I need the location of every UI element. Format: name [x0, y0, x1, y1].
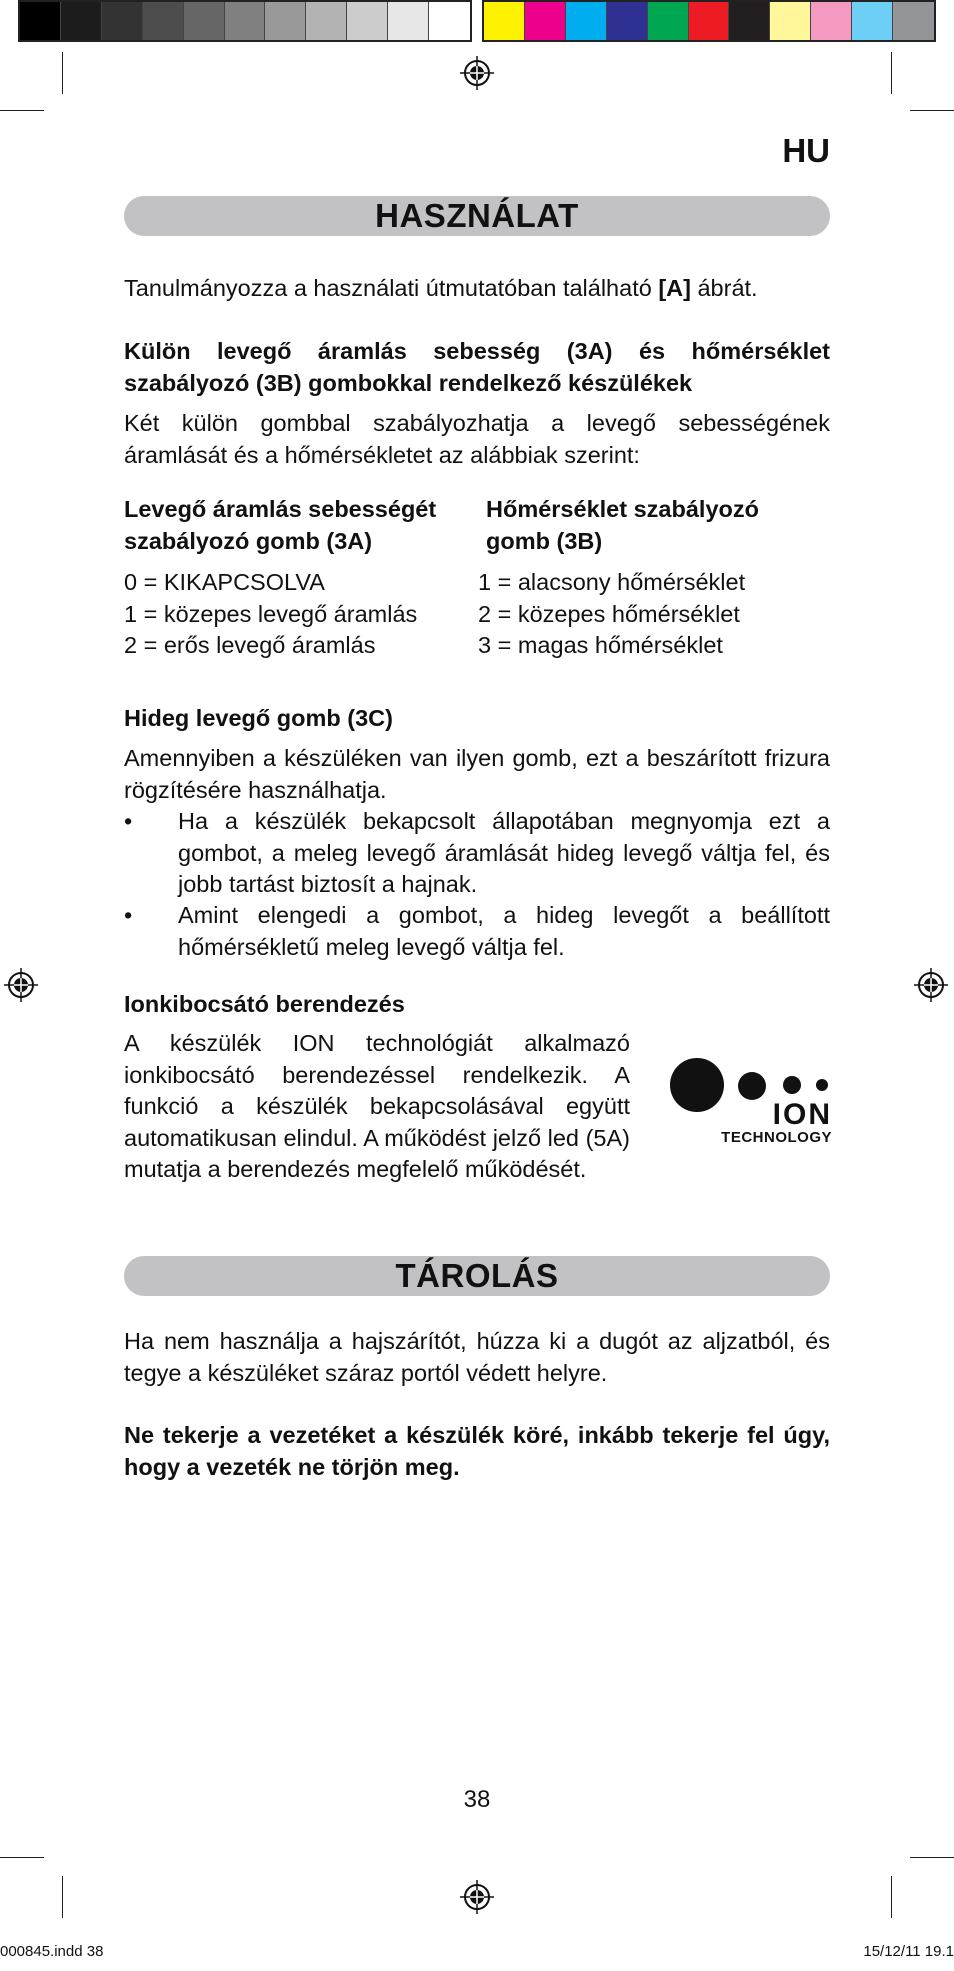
- crop-mark: [62, 52, 63, 94]
- grayscale-calibration-bar: [18, 0, 472, 42]
- speed-setting: 2 = erős levegő áramlás: [124, 632, 376, 658]
- speed-settings-list: [124, 567, 484, 662]
- color-swatch: [61, 2, 102, 40]
- speed-control-heading: Levegő áramlás sebességét szabályozó gomb (3A): [124, 496, 437, 554]
- temp-setting: 1 = alacsony hőmérséklet: [478, 569, 746, 595]
- registration-mark-icon: [460, 56, 494, 90]
- storage-body: Ha nem használja a hajszárítót, húzza ki a dugót az aljzatból, és tegye a készüléket száraz portól védett helyre.: [124, 1328, 830, 1386]
- dual-controls-body: Két külön gombbal szabályozhatja a levegő sebességének áramlását és a hőmérsékletet az alábbiak szerint:: [124, 410, 830, 468]
- color-swatch: [143, 2, 184, 40]
- speed-setting: 1 = közepes levegő áramlás: [124, 600, 418, 627]
- crop-mark: [0, 1857, 44, 1858]
- usage-intro: Tanulmányozza a használati útmutatóban található [A] ábrát.: [124, 275, 758, 301]
- color-swatch: [607, 2, 648, 40]
- color-swatch: [770, 2, 811, 40]
- color-swatch: [525, 2, 566, 40]
- temp-settings-list: [478, 567, 828, 662]
- color-swatch: [893, 2, 934, 40]
- color-swatch: [689, 2, 730, 40]
- cold-air-body: Amennyiben a készüléken van ilyen gomb, ezt a beszárított frizura rögzítésére használhatja.: [124, 745, 830, 803]
- cold-air-heading: Hideg levegő gomb (3C): [124, 705, 393, 731]
- color-swatch: [811, 2, 852, 40]
- color-swatch: [429, 2, 470, 40]
- ion-logo-wordmark: ION: [772, 1098, 832, 1131]
- temp-control-heading: Hőmérséklet szabályozó gomb (3B): [486, 496, 759, 554]
- ion-technology-logo: [668, 1056, 832, 1146]
- date-slug: 15/12/11 19.1: [863, 1943, 954, 1960]
- bullet-icon: •: [124, 902, 133, 928]
- color-swatch: [729, 2, 770, 40]
- speed-setting: 0 = KIKAPCSOLVA: [124, 569, 325, 595]
- crop-mark: [910, 110, 954, 111]
- crop-mark: [910, 1857, 954, 1858]
- color-swatch: [102, 2, 143, 40]
- color-swatch: [852, 2, 893, 40]
- ion-body: A készülék ION technológiát alkalmazó ionkibocsátó berendezéssel rendelkezik. A funkció a készülék bekapcsolásával együtt automatikusan elindul. A működést jelző led (5A) mutatja a berendezés megfelelő működését.: [124, 1030, 630, 1182]
- crop-mark: [0, 110, 44, 111]
- ion-heading: Ionkibocsátó berendezés: [124, 991, 405, 1017]
- color-swatch: [225, 2, 266, 40]
- color-swatch: [484, 2, 525, 40]
- color-swatch: [265, 2, 306, 40]
- ion-logo-subtitle: TECHNOLOGY: [721, 1129, 832, 1146]
- dual-controls-heading: Külön levegő áramlás sebesség (3A) és hőmérséklet szabályozó (3B) gombokkal rendelkező készülékek: [124, 338, 830, 396]
- temp-setting: 3 = magas hőmérséklet: [478, 632, 723, 658]
- color-swatch: [20, 2, 61, 40]
- color-swatch: [388, 2, 429, 40]
- color-swatch: [347, 2, 388, 40]
- color-swatch: [648, 2, 689, 40]
- registration-mark-icon: [914, 968, 948, 1002]
- file-slug: 000845.indd 38: [0, 1943, 104, 1960]
- crop-mark: [62, 1876, 63, 1918]
- color-swatch: [184, 2, 225, 40]
- registration-mark-icon: [4, 968, 38, 1002]
- language-code: HU: [782, 132, 830, 169]
- page-number: 38: [463, 1786, 491, 1813]
- usage-section-title: HASZNÁLAT: [124, 196, 830, 236]
- color-calibration-bar: [482, 0, 936, 42]
- crop-mark: [891, 52, 892, 94]
- color-swatch: [306, 2, 347, 40]
- list-item: • Ha a készülék bekapcsolt állapotában megnyomja ezt a gombot, a meleg levegő áramlását hideg levegő váltja fel, és jobb tartást biztosít a hajnak.: [124, 808, 830, 897]
- storage-section-title: TÁROLÁS: [124, 1256, 830, 1296]
- temp-setting: 2 = közepes hőmérséklet: [478, 600, 740, 627]
- color-swatch: [566, 2, 607, 40]
- crop-mark: [891, 1876, 892, 1918]
- registration-mark-icon: [460, 1880, 494, 1914]
- list-item: • Amint elengedi a gombot, a hideg levegőt a beállított hőmérsékletű meleg levegő váltja fel.: [124, 902, 830, 960]
- storage-warning: Ne tekerje a vezetéket a készülék köré, inkább tekerje fel úgy, hogy a vezeték ne törjön meg.: [124, 1422, 830, 1480]
- bullet-icon: •: [124, 808, 133, 834]
